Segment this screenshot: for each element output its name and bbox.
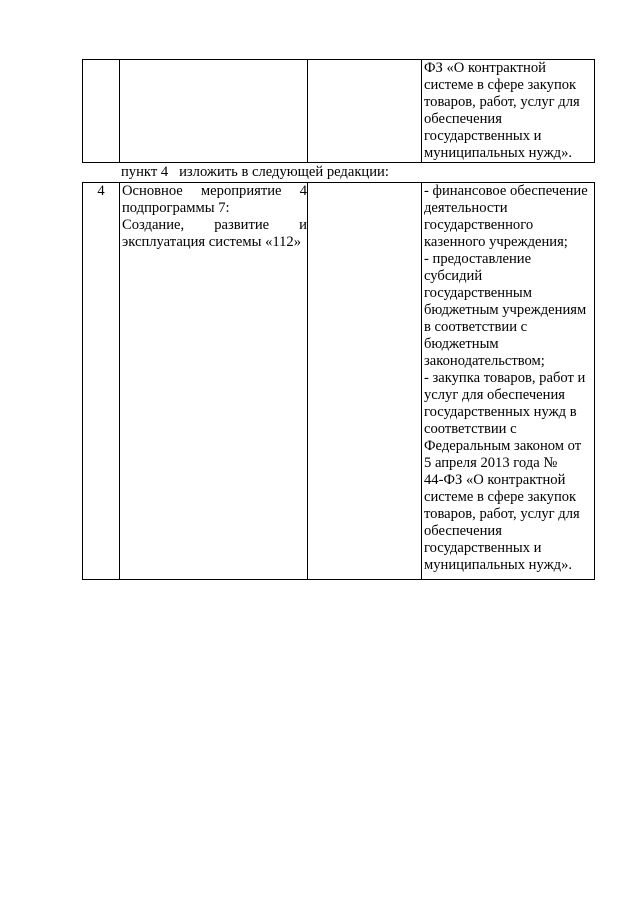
text-line: ФЗ «О контрактной <box>424 60 546 76</box>
cell-description <box>422 60 595 163</box>
text-line: обеспечения <box>424 523 502 539</box>
text-line: бюджетным <box>424 336 499 352</box>
cell-description <box>422 183 595 580</box>
table-row <box>83 60 595 163</box>
text-line: услуг для обеспечения <box>424 387 565 403</box>
text-line: Федеральным законом от <box>424 438 582 454</box>
text-line: муниципальных нужд». <box>424 557 573 573</box>
cell-number <box>83 60 120 163</box>
text-line: - предоставление <box>424 251 532 267</box>
text-line: муниципальных нужд». <box>424 145 573 161</box>
amended-table <box>82 182 595 580</box>
activity-line: подпрограммы 7: <box>122 200 230 216</box>
text-line: законодательством; <box>424 353 545 369</box>
amendment-instruction: пункт 4 изложить в следующей редакции: <box>121 164 389 180</box>
text-line: государственных нужд в <box>424 404 577 420</box>
text-line: 44-ФЗ «О контрактной <box>424 472 566 488</box>
text-line: деятельности <box>424 200 508 216</box>
text-line: в соответствии с <box>424 319 528 335</box>
cell-empty <box>308 60 422 163</box>
cell-activity <box>120 60 308 163</box>
text-line: соответствии с <box>424 421 517 437</box>
continued-table <box>82 59 595 163</box>
text-line: обеспечения <box>424 111 502 127</box>
text-line: товаров, работ, услуг для <box>424 506 580 522</box>
cell-empty <box>308 183 422 580</box>
text-line: государственного <box>424 217 534 233</box>
activity-line: Основное мероприятие 4 <box>122 183 307 199</box>
text-line: товаров, работ, услуг для <box>424 94 580 110</box>
text-line: казенного учреждения; <box>424 234 568 250</box>
cell-activity <box>120 183 308 580</box>
text-line: бюджетным учреждениям <box>424 302 587 318</box>
table-row <box>83 183 595 580</box>
cell-number: 4 <box>83 183 120 580</box>
text-line: 5 апреля 2013 года № <box>424 455 558 471</box>
text-line: государственным <box>424 285 532 301</box>
text-line: - закупка товаров, работ и <box>424 370 586 386</box>
text-line: - финансовое обеспечение <box>424 183 588 199</box>
text-line: системе в сфере закупок <box>424 489 577 505</box>
text-line: государственных и <box>424 128 542 144</box>
text-line: государственных и <box>424 540 542 556</box>
text-line: системе в сфере закупок <box>424 77 577 93</box>
activity-line: Создание, развитие и <box>122 217 307 233</box>
activity-line: эксплуатация системы «112» <box>122 234 302 250</box>
text-line: субсидий <box>424 268 483 284</box>
